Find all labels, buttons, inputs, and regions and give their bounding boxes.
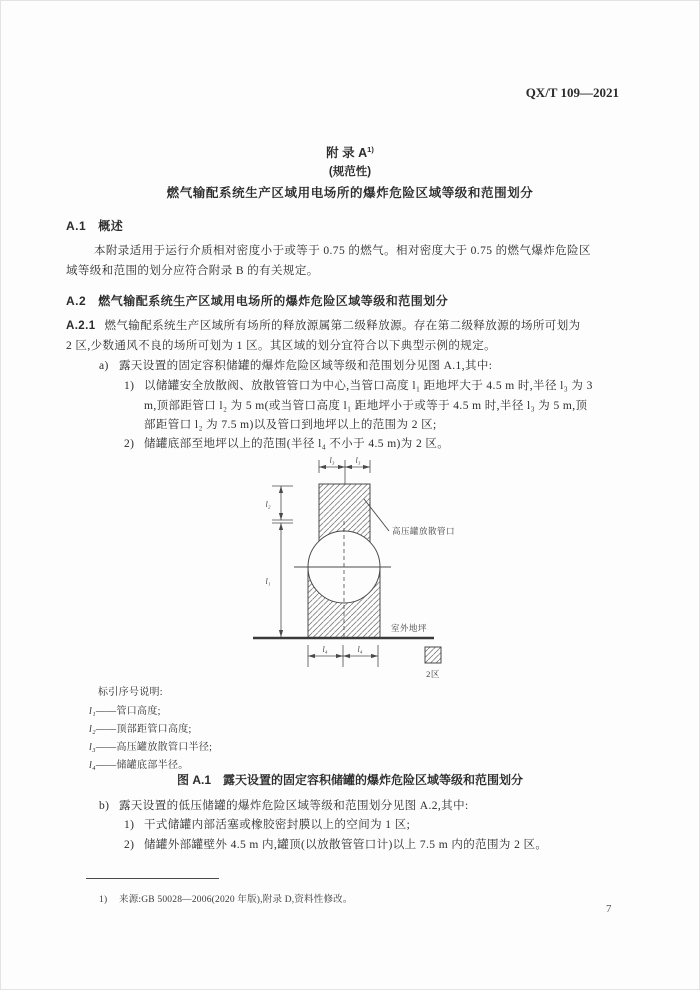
figure-key-item-l1 — [89, 702, 161, 717]
item-a-label: a) — [99, 360, 109, 372]
footnote — [99, 891, 353, 905]
list-item-a2 — [124, 437, 449, 452]
key-desc-l4: ——储罐底部半径。 — [95, 760, 189, 771]
dim-label-l1: l₁ — [265, 577, 271, 586]
item-a2-label: 2) — [124, 438, 135, 450]
appendix-heading — [1, 143, 699, 161]
figure-key-intro: 标引序号说明: — [98, 687, 163, 698]
appendix-title: 燃气输配系统生产区域用电场所的爆炸危险区域等级和范围划分 — [166, 186, 534, 200]
key-desc-l3: ——高压罐放散管口半径; — [95, 742, 213, 753]
figure-caption-text: 露天设置的固定容积储罐的爆炸危险区域等级和范围划分 — [223, 773, 524, 787]
section-a1-number: A.1 — [66, 219, 87, 233]
legend-hatched-swatch — [425, 647, 441, 663]
item-b-label: b) — [99, 800, 110, 812]
list-item-a1 — [124, 379, 593, 394]
footnote-text: 来源:GB 50028—2006(2020 年版),附录 D,资料性修改。 — [119, 895, 353, 905]
legend-zone2-label: 2区 — [426, 669, 440, 679]
figure-a1-diagram — [241, 451, 481, 686]
dim-label-l2: l₂ — [265, 500, 271, 509]
dim-label-l3-left: l₃ — [329, 456, 335, 465]
page-number: 7 — [606, 903, 612, 915]
section-a1-title: 概述 — [98, 219, 124, 233]
a21-paragraph-line2: 2 区,少数通风不良的场所可划为 1 区。其区域的划分宜符合以下典型示例的规定。 — [66, 340, 496, 352]
key-desc-l1: ——管口高度; — [95, 706, 161, 717]
item-b1-label: 1) — [124, 819, 135, 831]
appendix-label: 附 录 A — [326, 146, 368, 160]
dim-label-l4-left: l₄ — [322, 645, 328, 654]
ground-label: 室外地坪 — [391, 623, 428, 633]
list-item-b2 — [124, 838, 547, 853]
a21-number: A.2.1 — [66, 320, 96, 332]
key-symbol-l3: l₃ — [89, 742, 96, 753]
figure-caption-number: 图 A.1 — [176, 773, 211, 787]
list-item-b — [99, 799, 469, 814]
item-b2-text: 储罐外部罐壁外 4.5 m 内,罐顶(以放散管管口计)以上 7.5 m 内的范围为 2 区。 — [144, 839, 548, 851]
a21-text-line1: 燃气输配系统生产区域所有场所的释放源属第二级释放源。存在第二级释放源的场所可划为 — [104, 320, 581, 332]
footnote-marker: 1) — [99, 895, 108, 905]
figure-key-item-l3 — [89, 738, 212, 753]
dim-label-l3-right: l₃ — [355, 456, 361, 465]
item-a1-line2: m,顶部距管口 l₂ 为 5 m(或当管口高度 l₁ 距地坪小于或等于 4.5 m 时,半径 l₃ 为 5 m,顶 — [144, 400, 588, 412]
key-symbol-l1: l₁ — [89, 706, 96, 717]
item-b2-label: 2) — [124, 839, 135, 851]
list-item-a — [99, 359, 492, 374]
figure-a1-caption — [1, 771, 699, 788]
item-a2-text: 储罐底部至地坪以上的范围(半径 l₄ 不小于 4.5 m)为 2 区。 — [144, 438, 450, 450]
key-desc-l2: ——顶部距管口高度; — [95, 724, 192, 735]
a1-paragraph-line2: 域等级和范围的划分应符合附录 B 的有关规定。 — [66, 265, 319, 277]
figure-key-item-l4 — [89, 756, 189, 771]
appendix-superscript: 1) — [367, 144, 374, 154]
item-a-text: 露天设置的固定容积储罐的爆炸危险区域等级和范围划分见图 A.1,其中: — [119, 360, 493, 372]
a21-paragraph-line1 — [66, 319, 581, 334]
item-b-text: 露天设置的低压储罐的爆炸危险区域等级和范围划分见图 A.2,其中: — [119, 800, 469, 812]
doc-number: QX/T 109—2021 — [525, 85, 619, 100]
key-symbol-l2: l₂ — [89, 724, 96, 735]
list-item-b1 — [124, 818, 410, 833]
item-a1-line1: 以储罐安全放散阀、放散管管口为中心,当管口高度 l₁ 距地坪大于 4.5 m 时,半径 l₃ 为 3 — [144, 380, 593, 392]
section-a1-heading — [66, 217, 123, 234]
section-a2-title: 燃气输配系统生产区域用电场所的爆炸危险区域等级和范围划分 — [98, 294, 449, 308]
dimension-l3 — [319, 460, 370, 484]
dimension-l1 — [272, 523, 293, 637]
key-symbol-l4: l₄ — [89, 760, 96, 771]
section-a2-number: A.2 — [66, 294, 87, 308]
figure-key-item-l2 — [89, 720, 192, 735]
section-a2-heading — [66, 292, 448, 309]
item-a1-label: 1) — [124, 380, 135, 392]
item-a1-line3: 部距管口 l₂ 为 7.5 m)以及管口到地坪以上的范围为 2 区; — [144, 419, 437, 431]
a1-paragraph-line1: 本附录适用于运行介质相对密度小于或等于 0.75 的燃气。相对密度大于 0.75 的燃气爆炸危险区 — [94, 245, 591, 257]
normative-label: (规范性) — [328, 166, 372, 178]
dim-label-l4-right: l₄ — [357, 645, 363, 654]
vent-pipe-label: 高压罐放散管口 — [392, 526, 456, 536]
item-b1-text: 干式储罐内部活塞或橡胶密封膜以上的空间为 1 区; — [144, 819, 411, 831]
footnote-rule — [86, 878, 219, 879]
